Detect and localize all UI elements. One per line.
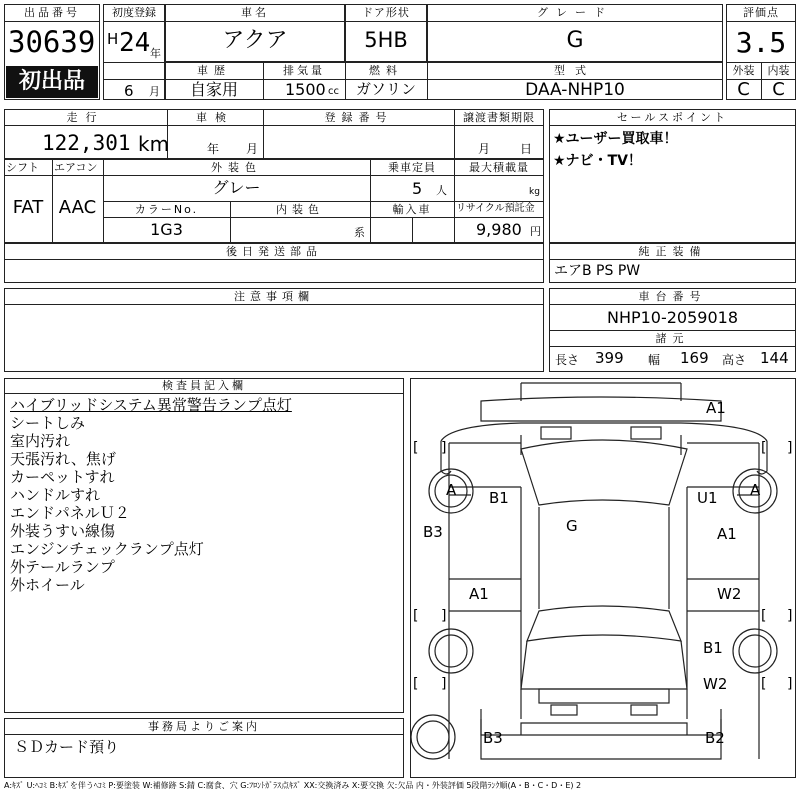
bracket-mark: [: [413, 608, 419, 624]
inspector-line: シートしみ: [10, 414, 86, 432]
displacement-label: 排気量: [283, 64, 325, 77]
inspector-line: 室内汚れ: [10, 432, 71, 450]
color-no-value: 1G3: [150, 220, 183, 239]
equipment-label: 純正装備: [638, 245, 707, 258]
capacity-label: 乗車定員: [388, 161, 436, 174]
capacity-unit: 人: [436, 184, 447, 197]
height-label: 高さ: [722, 353, 747, 367]
inspector-line: 外テールランプ: [10, 558, 115, 576]
inspector-lines: [10, 396, 292, 594]
sales-label: セールスポイント: [616, 111, 728, 124]
recycle-label: リサイクル預託金: [456, 203, 535, 214]
grade-value: G: [566, 28, 584, 53]
chassis-value: NHP10-2059018: [606, 308, 739, 327]
bracket-mark: [: [761, 440, 767, 456]
office-label: 事務局よりご案内: [148, 720, 260, 733]
era: H: [107, 30, 119, 48]
int-score: C: [772, 79, 785, 100]
damage-mark: B3: [423, 523, 443, 541]
bracket-mark: [: [413, 676, 419, 692]
score-label: 評価点: [743, 6, 779, 19]
bracket-mark: [: [761, 676, 767, 692]
car-name-value: アクア: [222, 28, 288, 53]
mileage-label: 走行: [66, 111, 105, 124]
int-score-label: 内装: [767, 64, 790, 77]
fuel-label: 燃料: [369, 64, 403, 77]
chassis-label: 車台番号: [638, 290, 707, 303]
inspector-line: ハイブリッドシステム異常警告ランプ点灯: [10, 396, 292, 414]
inspection-month-unit: 月: [246, 142, 259, 156]
load-unit: kg: [529, 187, 540, 197]
transfer-label: 譲渡書類期限: [463, 111, 535, 124]
mileage-unit: km: [138, 132, 170, 156]
dims-label: 諸元: [655, 332, 690, 345]
car-outline: [411, 379, 797, 779]
inspector-line: 天張汚れ、焦げ: [10, 450, 116, 468]
door-label: ドア形状: [362, 6, 410, 19]
damage-mark: W2: [703, 675, 728, 693]
damage-mark: A1: [717, 525, 737, 543]
damage-mark: A1: [469, 585, 489, 603]
reg-month: 6: [124, 82, 134, 100]
door-value: 5HB: [364, 28, 408, 52]
inspector-label: 検査員記入欄: [162, 379, 246, 392]
inspector-line: カーペットすれ: [10, 468, 115, 486]
bracket-mark: ]: [787, 676, 793, 692]
first-listing-badge: 初出品: [6, 66, 98, 98]
damage-mark: B3: [483, 729, 503, 747]
recycle-unit: 円: [530, 225, 541, 238]
width-label: 幅: [648, 353, 661, 367]
model-label: 型式: [554, 64, 596, 77]
damage-mark: U1: [697, 489, 718, 507]
damage-diagram: [410, 378, 796, 778]
ext-score: C: [737, 79, 750, 100]
car-name-label: 車名: [241, 6, 269, 19]
lot-label: 出品番号: [24, 6, 80, 19]
mileage-value: 122,301: [42, 131, 131, 155]
reg-year-unit: 年: [150, 47, 161, 60]
sales-point: ★ユーザー買取車！: [553, 131, 678, 147]
damage-mark: A: [446, 481, 457, 499]
damage-mark: A: [750, 481, 761, 499]
width-value: 169: [680, 349, 709, 367]
displacement-unit: cc: [328, 86, 339, 97]
score-value: 3.5: [735, 26, 787, 59]
history-label: 車歴: [197, 64, 231, 77]
bracket-mark: ]: [441, 676, 447, 692]
load-label: 最大積載量: [469, 161, 529, 174]
lot-number: 30639: [8, 25, 96, 59]
inspector-line: エンジンチェックランプ点灯: [10, 540, 204, 558]
fuel-value: ガソリン: [355, 80, 416, 98]
registration-label: 初度登録: [112, 6, 156, 19]
inspector-line: 外ホイール: [10, 576, 85, 594]
inspector-line: ハンドルすれ: [10, 486, 101, 504]
notes-label: 注意事項欄: [234, 290, 314, 303]
ext-color-label: 外装色: [211, 161, 262, 174]
reg-year: 24: [119, 28, 151, 58]
bracket-mark: ]: [787, 440, 793, 456]
sales-points-box: [549, 109, 796, 243]
bracket-mark: [: [413, 440, 419, 456]
bracket-mark: ]: [441, 608, 447, 624]
inspector-line: 外装うすい線傷: [10, 522, 116, 540]
plate-label: 登録番号: [324, 111, 393, 124]
damage-mark: B1: [703, 639, 723, 657]
damage-mark: W2: [717, 585, 742, 603]
damage-mark: G: [566, 517, 578, 535]
color-no-label: カラーNo.: [134, 203, 199, 216]
ext-score-label: 外装: [732, 64, 755, 77]
legend-text: A:ｷｽﾞ U:ﾍｺﾐ B:ｷｽﾞを伴うﾍｺﾐ P:要塗装 W:補修跡 S:錆 C:腐食、穴 G:ﾌﾛﾝﾄｶﾞﾗｽ点ｷｽﾞ XX:交換済み X:要交換 欠:欠品 内・外装評価 5段階ﾗﾝｸ順(A・B・C・D・E) 2: [4, 781, 582, 790]
capacity-value: 5: [412, 179, 423, 198]
damage-mark: A1: [706, 399, 726, 417]
aircon-value: AAC: [58, 197, 97, 218]
damage-mark: B1: [489, 489, 509, 507]
equipment-value: エアB PS PW: [554, 263, 641, 279]
shift-label: シフト: [6, 161, 39, 174]
inspector-line: エンドパネルＵ２: [10, 504, 130, 522]
length-value: 399: [595, 349, 624, 367]
displacement-value: 1500: [285, 80, 326, 99]
bracket-mark: ]: [441, 440, 447, 456]
bracket-mark: [: [761, 608, 767, 624]
aircon-label: エアコン: [54, 161, 98, 174]
int-color-label: 内装色: [276, 203, 324, 216]
int-color-unit: 系: [354, 226, 365, 239]
ext-color-value: グレー: [212, 178, 261, 197]
height-value: 144: [760, 349, 789, 367]
inspection-label: 車検: [196, 111, 234, 124]
sales-point: ★ナビ・TV！: [553, 153, 642, 169]
reg-month-unit: 月: [149, 85, 160, 98]
inspection-year-unit: 年: [207, 142, 220, 156]
model-value: DAA-NHP10: [525, 80, 625, 100]
transfer-month-unit: 月: [478, 142, 491, 156]
length-label: 長さ: [555, 353, 580, 367]
shift-value: FAT: [12, 197, 44, 218]
later-parts-label: 後日発送部品: [226, 245, 322, 258]
transfer-day-unit: 日: [520, 142, 533, 156]
recycle-value: 9,980: [476, 220, 522, 239]
import-label: 輸入車: [392, 203, 432, 216]
bracket-mark: ]: [787, 608, 793, 624]
history-value: 自家用: [189, 80, 238, 99]
damage-mark: B2: [705, 729, 725, 747]
grade-label: グレード: [537, 6, 613, 19]
office-value: ＳＤカード預り: [14, 738, 120, 756]
